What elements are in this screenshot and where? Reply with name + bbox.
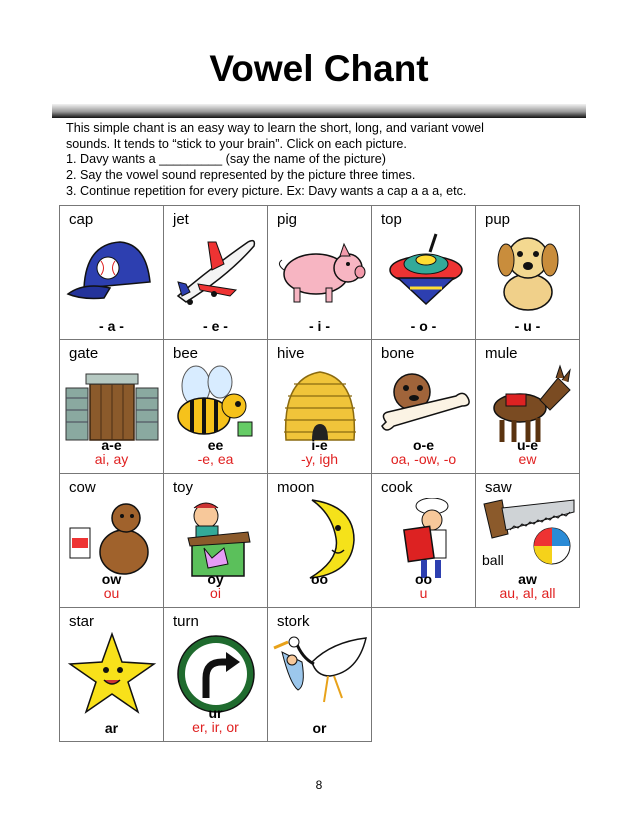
dog-bone-icon[interactable] [376, 364, 472, 446]
vowel-cell-cook[interactable] [372, 474, 476, 608]
cell-word: moon [277, 479, 315, 496]
vowel-cell-moon[interactable] [268, 474, 372, 608]
airplane-icon[interactable] [168, 230, 264, 312]
vowel-chart [59, 205, 580, 742]
stork-icon[interactable] [272, 632, 368, 714]
cap-icon[interactable] [64, 230, 160, 312]
vowel-cell-turn[interactable] [164, 608, 268, 742]
hive-icon[interactable] [272, 364, 368, 446]
empty-cell [372, 608, 476, 742]
vowel-cell-stork[interactable] [268, 608, 372, 742]
cell-word: bee [173, 345, 199, 362]
cell-word: turn [173, 613, 199, 630]
vowel-cell-bone[interactable] [372, 340, 476, 474]
moon-icon[interactable] [272, 498, 368, 580]
vowel-sound: a-e [101, 437, 122, 453]
vowel-cell-pup[interactable] [476, 206, 580, 340]
vowel-sound: - o - [410, 318, 437, 334]
vowel-sound: aw [518, 571, 537, 587]
cook-icon[interactable] [376, 498, 472, 580]
turn-sign-icon[interactable] [168, 632, 264, 714]
instruction-line: 2. Say the vowel sound represented by the picture three times. [66, 168, 416, 183]
vowel-cell-gate[interactable] [60, 340, 164, 474]
vowel-sound: ee [207, 437, 224, 453]
vowel-sound: oo [310, 571, 329, 587]
empty-cell [476, 608, 580, 742]
cell-word: toy [173, 479, 194, 496]
cell-word: stork [277, 613, 310, 630]
toy-box-icon[interactable] [168, 498, 264, 580]
vowel-sound: i-e [311, 437, 328, 453]
vowel-cell-hive[interactable] [268, 340, 372, 474]
mule-icon[interactable] [480, 364, 576, 446]
vowel-sound: u-e [517, 437, 538, 453]
instruction-line: 1. Davy wants a _________ (say the name of the picture) [66, 152, 386, 167]
cell-word: bone [381, 345, 415, 362]
vowel-variants: er, ir, or [192, 719, 239, 735]
vowel-variants: au, al, all [499, 585, 556, 601]
vowel-variants: ou [103, 585, 120, 601]
cell-word: cow [69, 479, 96, 496]
vowel-sound: - i - [309, 318, 330, 334]
cell-word: hive [277, 345, 305, 362]
cell-word: cook [381, 479, 413, 496]
instruction-line: sounds. It tends to “stick to your brain”. Click on each picture. [66, 136, 407, 151]
vowel-cell-bee[interactable] [164, 340, 268, 474]
vowel-sound: or [312, 720, 327, 736]
cow-icon[interactable] [64, 498, 160, 580]
vowel-variants: -y, igh [300, 451, 339, 467]
cell-word: star [69, 613, 95, 630]
instruction-line: This simple chant is an easy way to learn the short, long, and variant vowel [66, 121, 484, 135]
vowel-cell-cap[interactable] [60, 206, 164, 340]
cell-word: mule [485, 345, 518, 362]
cell-word: gate [69, 345, 99, 362]
vowel-variants: oa, -ow, -o [390, 451, 457, 467]
spinning-top-icon[interactable] [376, 230, 472, 312]
cell-word: cap [69, 211, 94, 228]
cell-word: pup [485, 211, 511, 228]
gate-icon[interactable] [64, 364, 160, 446]
cell-word: saw [485, 479, 512, 496]
bee-icon[interactable] [168, 364, 264, 446]
vowel-cell-cow[interactable] [60, 474, 164, 608]
page-title: Vowel Chant [209, 48, 429, 89]
vowel-variants: ai, ay [94, 451, 129, 467]
star-icon[interactable] [64, 632, 160, 714]
vowel-sound: oy [207, 571, 224, 587]
title-divider [52, 104, 586, 118]
vowel-cell-star[interactable] [60, 608, 164, 742]
vowel-sound: - a - [99, 318, 124, 334]
vowel-cell-pig[interactable] [268, 206, 372, 340]
instruction-line: 3. Continue repetition for every picture. Ex: Davy wants a cap a a a, etc. [66, 183, 467, 198]
vowel-sound: ur [208, 705, 223, 721]
vowel-cell-jet[interactable] [164, 206, 268, 340]
vowel-sound: o-e [413, 437, 434, 453]
vowel-sound: - u - [514, 318, 541, 334]
vowel-variants: -e, ea [197, 451, 234, 467]
page-number: 8 [315, 778, 323, 792]
pig-icon[interactable] [272, 230, 368, 312]
cell-word: pig [277, 211, 298, 228]
vowel-sound: ar [104, 720, 119, 736]
vowel-variants: u [419, 585, 428, 601]
vowel-variants: oi [210, 585, 221, 601]
vowel-cell-toy[interactable] [164, 474, 268, 608]
cell-word: jet [173, 211, 189, 228]
extra-word: ball [482, 552, 504, 568]
vowel-cell-mule[interactable] [476, 340, 580, 474]
instructions [66, 121, 606, 200]
vowel-cell-saw[interactable] [476, 474, 580, 608]
vowel-sound: oo [414, 571, 433, 587]
vowel-variants: ew [518, 451, 537, 467]
puppy-icon[interactable] [480, 230, 576, 312]
cell-word: top [381, 211, 402, 228]
vowel-sound: - e - [203, 318, 228, 334]
vowel-cell-top[interactable] [372, 206, 476, 340]
vowel-sound: ow [101, 571, 122, 587]
